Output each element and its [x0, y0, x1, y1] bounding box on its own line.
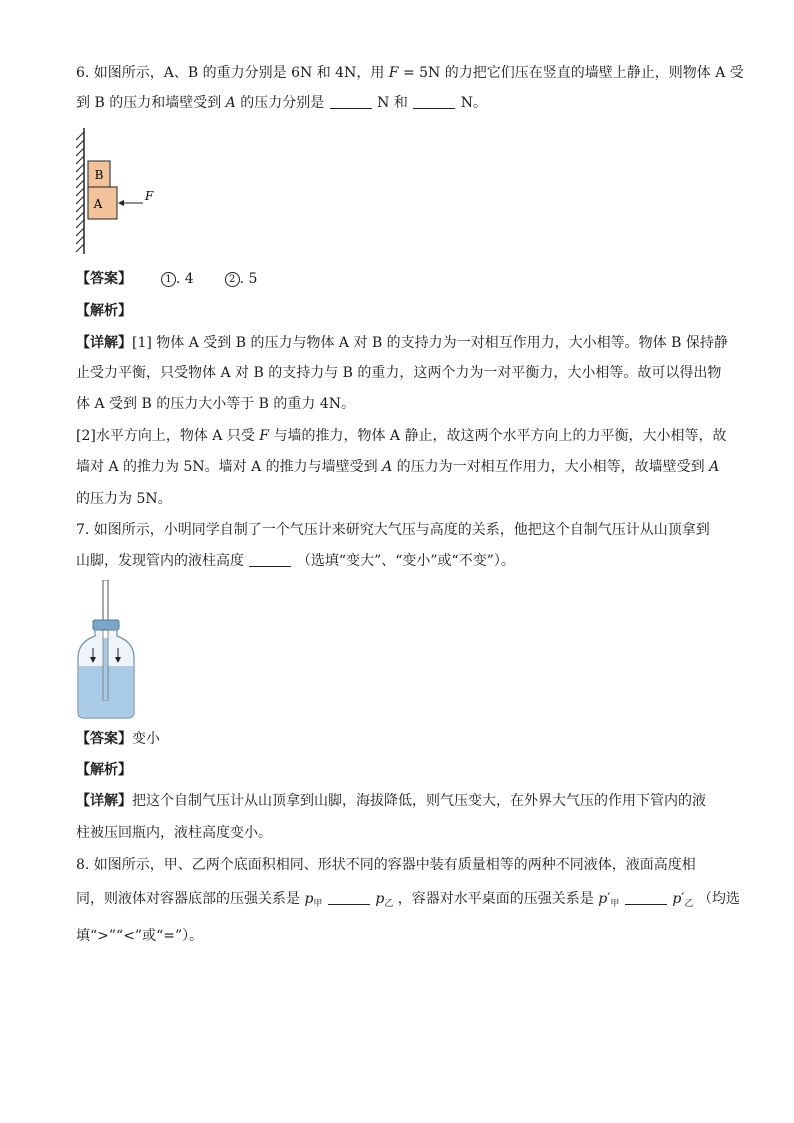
bottle-cap	[93, 620, 119, 630]
answer-blank[interactable]	[625, 890, 667, 905]
wall-hatching	[76, 132, 84, 252]
q8-stem-line2: 同，则液体对容器底部的压强关系是 $p_甲$ $p_乙$ ，容器对水平桌面的压强关系是 $p'_甲$ $p'_乙$ （均选	[76, 891, 740, 909]
q6-analysis-tag: 【解析】	[76, 303, 132, 319]
force-label: F	[145, 189, 154, 203]
q6-stem-line2: 到 B 的压力和墙壁受到 A 的压力分别是 N 和 N。	[76, 95, 487, 111]
block-b-label: B	[94, 168, 104, 182]
q6-answer: 【答案】 1 . 4 2 . 5	[76, 271, 258, 287]
circled-number: 2	[225, 272, 240, 287]
block-a	[88, 187, 117, 219]
liquid-column	[104, 638, 108, 700]
answer-blank[interactable]	[249, 552, 291, 567]
q6-stem-line1: 6. 如图所示，A、B 的重力分别是 6N 和 4N，用 F = 5N 的力把它们压在竖直的墙壁上静止，则物体 A 受	[76, 65, 744, 81]
answer-blank[interactable]	[330, 94, 372, 109]
q6-detail-line2: 止受力平衡，只受物体 A 对 B 的支持力与 B 的重力，这两个力为一对平衡力，大小相等。故可以得出物	[76, 365, 722, 381]
q7-answer: 【答案】变小	[76, 731, 160, 747]
q7-detail-line1: 【详解】把这个自制气压计从山顶拿到山脚，海拔降低，则气压变大，在外界大气压的作用下管内的液	[76, 793, 706, 809]
answer-blank[interactable]	[328, 890, 370, 905]
answer-blank[interactable]	[413, 94, 455, 109]
q6-detail-line1: 【详解】[1] 物体 A 受到 B 的压力与物体 A 对 B 的支持力为一对相互作用力，大小相等。物体 B 保持静	[76, 335, 728, 351]
q7-detail-line2: 柱被压回瓶内，液柱高度变小。	[76, 825, 272, 841]
q7-stem-line2: 山脚，发现管内的液柱高度 （选填“变大”、“变小”或“不变”）。	[76, 553, 515, 569]
circled-number: 1	[161, 272, 176, 287]
q6-detail-line3: 体 A 受到 B 的压力大小等于 B 的重力 4N。	[76, 396, 355, 412]
q8-stem-line3: 填“>”“<”或“=”）。	[76, 928, 204, 944]
block-a-label: A	[93, 197, 103, 211]
q7-stem-line1: 7. 如图所示，小明同学自制了一个气压计来研究大气压与高度的关系，他把这个自制气压计从山顶拿到	[76, 522, 710, 538]
q6-detail-line5: 墙对 A 的推力为 5N。墙对 A 的推力与墙壁受到 A 的压力为一对相互作用力，大小相等，故墙壁受到 A	[76, 459, 720, 475]
force-arrowhead	[118, 200, 124, 206]
q6-detail-line4: [2]水平方向上，物体 A 只受 F 与墙的推力，物体 A 静止，故这两个水平方向上的力平衡，大小相等，故	[76, 428, 727, 444]
q7-analysis-tag: 【解析】	[76, 762, 132, 778]
q6-detail-line6: 的压力为 5N。	[76, 491, 172, 507]
q8-stem-line1: 8. 如图所示，甲、乙两个底面积相同、形状不同的容器中装有质量相等的两种不同液体，液面高度相	[76, 857, 696, 873]
q6-wall-blocks-figure	[68, 128, 168, 256]
q7-barometer-figure	[76, 580, 136, 722]
